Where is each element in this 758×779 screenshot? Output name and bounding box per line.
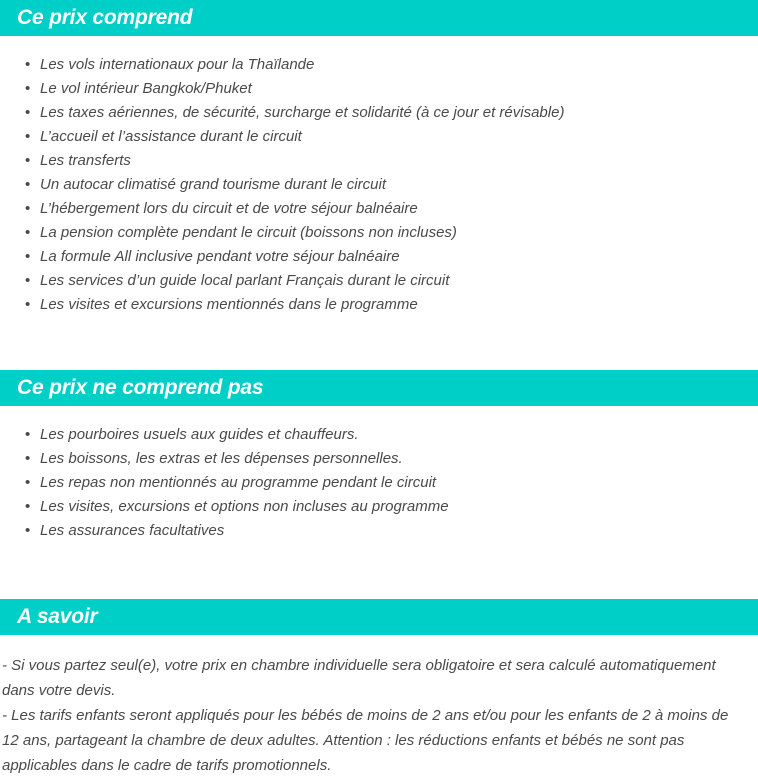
list-item	[0, 245, 758, 269]
list-item	[0, 197, 758, 221]
list-item-label: Un autocar climatisé grand tourisme durant le circuit	[40, 176, 386, 193]
included-list	[0, 53, 758, 317]
section-header-not-included: Ce prix ne comprend pas	[0, 370, 758, 406]
list-item-label: Les pourboires usuels aux guides et chauffeurs.	[40, 426, 359, 443]
list-item-label: L’accueil et l’assistance durant le circuit	[40, 128, 302, 145]
section-header-included: Ce prix comprend	[0, 0, 758, 36]
list-item-label: Les services d’un guide local parlant Français durant le circuit	[40, 272, 450, 289]
list-item	[0, 447, 758, 471]
bullet-icon: •	[25, 248, 31, 265]
spacer	[0, 635, 758, 653]
bullet-icon: •	[25, 474, 31, 491]
bullet-icon: •	[25, 522, 31, 539]
list-item-label: Les repas non mentionnés au programme pendant le circuit	[40, 474, 437, 491]
section-body-included	[0, 53, 758, 317]
bullet-icon: •	[25, 128, 31, 145]
list-item	[0, 77, 758, 101]
bullet-icon: •	[25, 200, 31, 217]
list-item	[0, 221, 758, 245]
bullet-icon: •	[25, 498, 31, 515]
list-item	[0, 53, 758, 77]
bullet-icon: •	[25, 80, 31, 97]
bullet-icon: •	[25, 272, 31, 289]
list-item	[0, 423, 758, 447]
bullet-icon: •	[25, 426, 31, 443]
note-paragraph: - Les tarifs enfants seront appliqués pour les bébés de moins de 2 ans et/ou pour les enfants de 2 à moins de 12 ans, partageant la chambre de deux adultes. Attention : les réductions enfants et bébés ne sont pas applicables dans le cadre de tarifs promotionnels.	[2, 707, 729, 774]
bullet-icon: •	[25, 104, 31, 121]
list-item-label: Les vols internationaux pour la Thaïlande	[40, 56, 315, 73]
bullet-icon: •	[25, 152, 31, 169]
spacer	[0, 36, 758, 53]
bullet-icon: •	[25, 176, 31, 193]
list-item-label: Les visites, excursions et options non incluses au programme	[40, 498, 449, 515]
list-item-label: Les boissons, les extras et les dépenses personnelles.	[40, 450, 403, 467]
not-included-list	[0, 423, 758, 543]
list-item-label: Les visites et excursions mentionnés dans le programme	[40, 296, 418, 313]
list-item-label: Les transferts	[40, 152, 131, 169]
list-item-label: Les taxes aériennes, de sécurité, surcharge et solidarité (à ce jour et révisable)	[40, 104, 565, 121]
bullet-icon: •	[25, 450, 31, 467]
spacer	[0, 317, 758, 370]
list-item	[0, 471, 758, 495]
note-paragraph: - Si vous partez seul(e), votre prix en chambre individuelle sera obligatoire et sera calculé automatiquement dans votre devis.	[2, 657, 716, 699]
section-body-good-to-know	[0, 653, 758, 778]
list-item	[0, 519, 758, 543]
list-item	[0, 125, 758, 149]
list-item-label: L’hébergement lors du circuit et de votre séjour balnéaire	[40, 200, 418, 217]
spacer	[0, 406, 758, 423]
list-item	[0, 149, 758, 173]
list-item-label: La pension complète pendant le circuit (boissons non incluses)	[40, 224, 457, 241]
list-item	[0, 101, 758, 125]
section-body-not-included	[0, 423, 758, 543]
list-item-label: La formule All inclusive pendant votre séjour balnéaire	[40, 248, 400, 265]
bullet-icon: •	[25, 224, 31, 241]
list-item-label: Le vol intérieur Bangkok/Phuket	[40, 80, 252, 97]
spacer	[0, 543, 758, 599]
list-item	[0, 269, 758, 293]
list-item-label: Les assurances facultatives	[40, 522, 225, 539]
section-header-good-to-know: A savoir	[0, 599, 758, 635]
bullet-icon: •	[25, 56, 31, 73]
bullet-icon: •	[25, 296, 31, 313]
list-item	[0, 173, 758, 197]
list-item	[0, 293, 758, 317]
list-item	[0, 495, 758, 519]
